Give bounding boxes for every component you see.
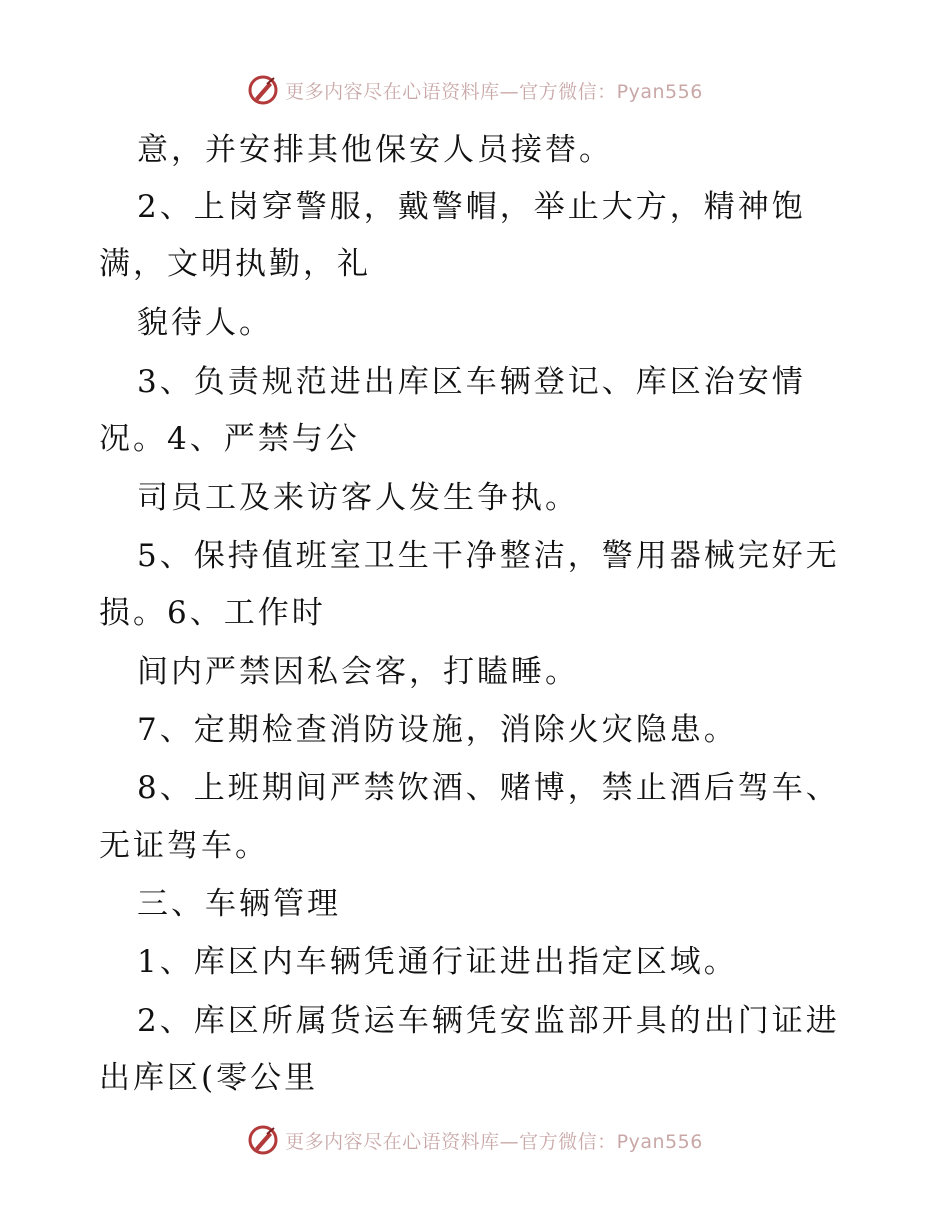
- text-line: 司员工及来访客人发生争执。: [137, 480, 579, 516]
- text-line: 7、定期检查消防设施，消除火灾隐患。: [137, 712, 738, 748]
- text-line: 5、保持值班室卫生干净整洁，警用器械完好无: [137, 538, 840, 574]
- text-line: 1、库区内车辆凭通行证进出指定区域。: [137, 944, 738, 980]
- text-line: 3、负责规范进出库区车辆登记、库区治安情: [137, 364, 806, 400]
- text-line: 满，文明执勤，礼: [99, 246, 371, 282]
- text-line: 况。4、严禁与公: [99, 421, 360, 457]
- text-line: 2、上岗穿警服，戴警帽，举止大方，精神饱: [137, 189, 806, 225]
- text-line: 出库区(零公里: [99, 1060, 319, 1096]
- text-line: 意，并安排其他保安人员接替。: [137, 132, 613, 168]
- watermark-text: 更多内容尽在心语资料库—官方微信：Pyan556: [285, 80, 703, 103]
- text-line: 2、库区所属货运车辆凭安监部开具的出门证进: [137, 1003, 840, 1039]
- text-line: 间内严禁因私会客，打瞌睡。: [137, 654, 579, 690]
- text-line: 无证驾车。: [99, 828, 269, 864]
- text-line: 损。6、工作时: [99, 595, 326, 631]
- pen-logo-icon: [247, 1124, 279, 1156]
- footer-watermark: [0, 1122, 950, 1158]
- watermark-text: 更多内容尽在心语资料库—官方微信：Pyan556: [285, 1130, 703, 1153]
- pen-logo-icon: [247, 74, 279, 106]
- header-watermark: [0, 72, 950, 108]
- text-line: 8、上班期间严禁饮酒、赌博，禁止酒后驾车、: [137, 770, 840, 806]
- text-line: 貌待人。: [137, 305, 273, 341]
- section-heading: 三、车辆管理: [137, 886, 341, 922]
